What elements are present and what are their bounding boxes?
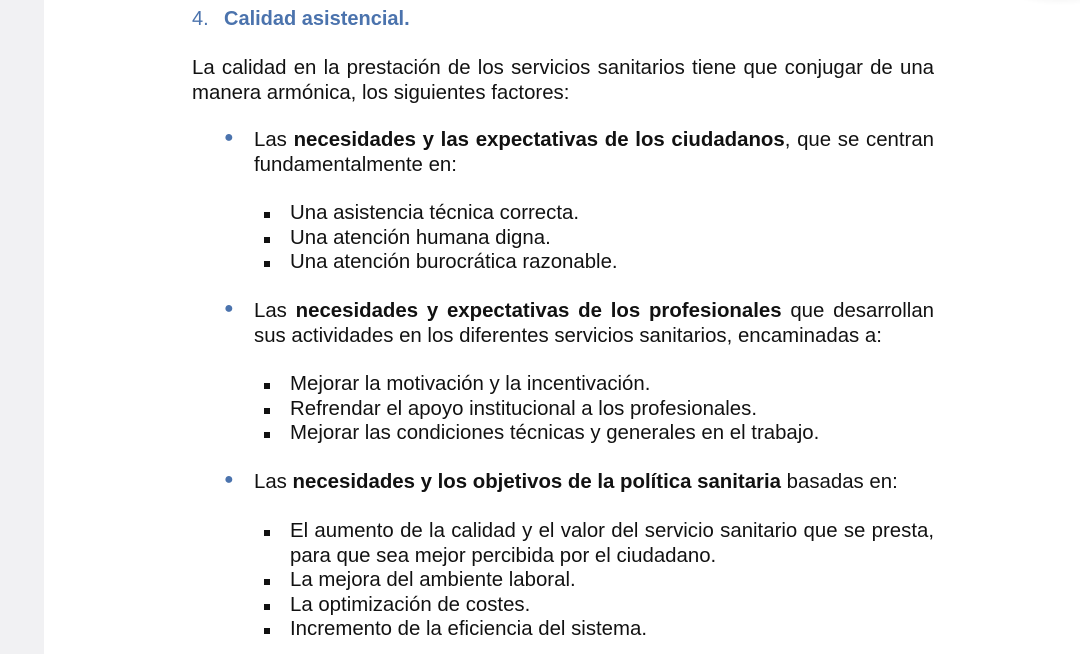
list-item-text: Mejorar la motivación y la incentivación. — [290, 373, 651, 395]
square-bullet-icon — [264, 432, 270, 438]
sublist-professionals — [254, 372, 934, 446]
intro-paragraph: La calidad en la prestación de los servicios sanitarios tiene que conjugar de una manera armónica, los siguientes factores: — [192, 57, 934, 104]
square-bullet-icon — [264, 530, 270, 536]
square-bullet-icon — [264, 212, 270, 218]
sublist-health-policy — [254, 519, 934, 642]
list-item-text: La optimización de costes. — [290, 593, 531, 616]
bullet-dot-icon: ● — [224, 300, 234, 317]
square-bullet-icon — [264, 383, 270, 389]
square-bullet-icon — [264, 579, 270, 585]
list-item — [254, 519, 934, 568]
factor-health-policy — [220, 470, 934, 495]
list-item — [254, 226, 934, 251]
list-item-text: La mejora del ambiente laboral. — [290, 569, 576, 591]
section-heading — [192, 6, 410, 32]
factor-suffix: que desarrollan sus actividades en los diferentes servicios sanitarios, encaminadas a: — [254, 300, 934, 347]
list-item — [254, 617, 934, 642]
section-number: 4. — [192, 8, 209, 30]
square-bullet-icon — [264, 604, 270, 610]
list-item-text: El aumento de la calidad y el valor del servicio sanitario que se presta, para que sea mejor percibida por el ciudadano. — [290, 520, 934, 567]
list-item — [254, 568, 934, 593]
list-item-text: Una atención humana digna. — [290, 226, 551, 249]
square-bullet-icon — [264, 237, 270, 243]
sublist-citizens — [254, 201, 934, 275]
section-title: Calidad asistencial. — [224, 8, 410, 30]
list-item-text: Una atención burocrática razonable. — [290, 251, 618, 273]
factor-suffix: basadas en: — [780, 471, 898, 493]
square-bullet-icon — [264, 628, 270, 634]
list-item — [254, 421, 934, 446]
factor-text — [254, 128, 934, 177]
factor-bold-text: necesidades y expectativas de los profesionales — [295, 300, 782, 322]
list-item — [254, 397, 934, 422]
bullet-dot-icon: ● — [224, 471, 234, 488]
factor-text — [254, 470, 934, 495]
square-bullet-icon — [264, 408, 270, 414]
document-page — [44, 0, 1080, 654]
factor-bold-text: necesidades y las expectativas de los ciudadanos — [293, 129, 785, 151]
factor-text — [254, 299, 934, 348]
factor-suffix: , que se centran fundamentalmente en: — [254, 129, 935, 176]
page-corner-shadow — [1000, 0, 1080, 6]
bullet-dot-icon: ● — [224, 129, 234, 146]
list-item — [254, 372, 934, 397]
list-item-text: Incremento de la eficiencia del sistema. — [290, 618, 648, 640]
square-bullet-icon — [264, 261, 270, 267]
factor-bold-text: necesidades y los objetivos de la política sanitaria — [292, 471, 781, 493]
factor-professionals — [220, 299, 934, 348]
list-item-text: Refrendar el apoyo institucional a los profesionales. — [290, 397, 757, 420]
factor-prefix: Las — [254, 129, 294, 151]
factor-prefix: Las — [254, 300, 296, 322]
list-item-text: Una asistencia técnica correcta. — [290, 202, 580, 224]
factor-prefix: Las — [254, 471, 293, 493]
list-item — [254, 201, 934, 226]
list-item-text: Mejorar las condiciones técnicas y generales en el trabajo. — [290, 422, 820, 444]
list-item — [254, 593, 934, 618]
list-item — [254, 250, 934, 275]
factor-citizens — [220, 128, 934, 177]
